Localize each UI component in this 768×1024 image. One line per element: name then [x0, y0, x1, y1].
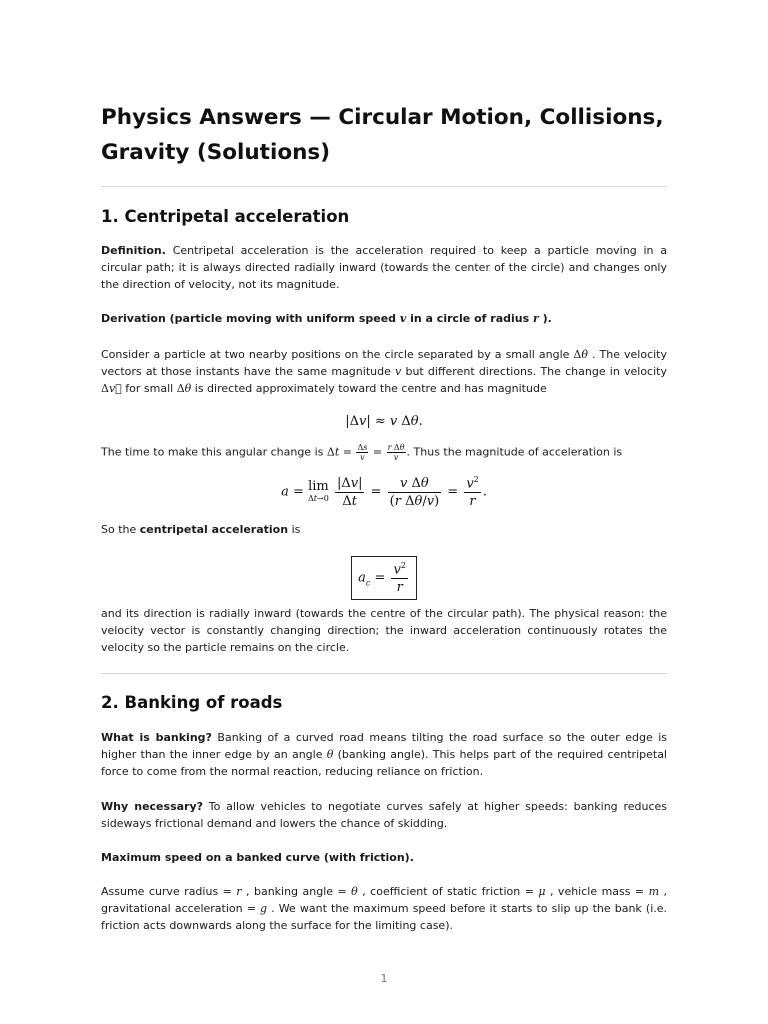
section-divider	[101, 673, 667, 674]
section-1-heading: 1. Centripetal acceleration	[101, 207, 350, 226]
banking-paragraph: What is banking? Banking of a curved road means tilting the road surface so the outer edge is higher than the inner edge by an angle θ (banking angle). This helps part of the required centripetal force to come from the normal reaction, reducing reliance on friction.	[101, 731, 667, 778]
assume-paragraph: Assume curve radius = r , banking angle = θ , coefficient of static friction = μ , vehicle mass = m , gravitational acceleration = g . We want the maximum speed before it starts to slip up the bank (i.e. friction acts downwards along the surface for the limiting case).	[101, 885, 668, 932]
definition-text: Centripetal acceleration is the acceleration required to keep a particle moving in a circular path; it is always directed radially inward (towards the center of the circle) and changes only the direction of velocity, not its magnitude.	[101, 244, 667, 291]
definition-paragraph	[101, 242, 667, 293]
so-paragraph: So the centripetal acceleration is	[101, 523, 301, 536]
max-speed-label: Maximum speed on a banked curve (with friction).	[101, 851, 414, 864]
definition-label: Definition.	[101, 244, 166, 257]
consider-paragraph: Consider a particle at two nearby positions on the circle separated by a small angle Δθ . The velocity vectors at those instants have the same magnitude v but different directions. The change in velocity Δv⃗ for small Δθ is directed approximately toward the centre and has magnitude	[101, 348, 667, 395]
section-2-heading: 2. Banking of roads	[101, 693, 283, 712]
time-paragraph: The time to make this angular change is Δt = $\frac{\Delta s}{v}$ = $\frac{\text{r Δθ}}{v}$ . Thus the magnitude of acceleration is	[101, 443, 623, 462]
page-number: 1	[380, 972, 388, 985]
title-divider	[101, 186, 667, 187]
page-title: Physics Answers — Circular Motion, Collisions, Gravity (Solutions)	[101, 105, 664, 165]
equation-centripetal-boxed: $a_c$ = $\frac{v^2}{r}$	[101, 556, 667, 600]
derivation-label: Derivation (particle moving with uniform speed v in a circle of radius r ).	[101, 312, 552, 325]
equation-acceleration-limit: a = lim Δt→0 $\frac{|\Delta v|}{\Delta t}$ = $\frac{\text{v Δθ}}{\text{(r Δθ/v)}}$ = $\frac{v^2}{r}$ .	[281, 475, 487, 510]
equation-delta-v: |Δv| ≈ v Δθ.	[345, 414, 423, 429]
why-paragraph: Why necessary? To allow vehicles to negotiate curves safely at higher speeds: banking reduces sideways frictional demand and lowers the chance of skidding.	[101, 800, 667, 830]
direction-paragraph: and its direction is radially inward (towards the centre of the circular path). The physical reason: the velocity vector is constantly changing direction; the inward acceleration continuously rotates the velocity so the particle remains on the circle.	[101, 607, 667, 654]
